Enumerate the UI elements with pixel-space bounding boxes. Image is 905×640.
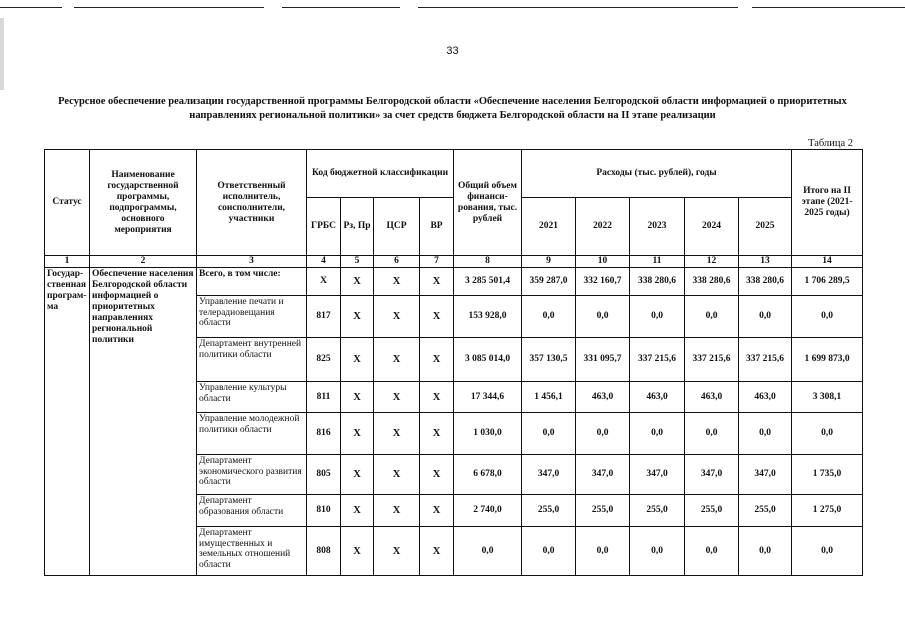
vr-cell: X [420,455,454,495]
stage-cell: 1 735,0 [792,455,863,495]
csr-cell: X [374,296,420,338]
responsible-cell: Управление печати и телерадиовещания области [197,296,307,338]
y2024-cell: 338 280,6 [685,268,739,296]
y2025-cell: 0,0 [739,413,792,455]
column-number-row [45,256,863,268]
column-number: 2 [90,256,197,268]
header-name: Наименование государственной программы, подпрограммы, основного мероприятия [90,150,197,256]
header-rzpr: Рз, Пр [341,198,374,256]
y2024-cell: 0,0 [685,527,739,576]
y2024-cell: 463,0 [685,382,739,413]
stage-cell: 0,0 [792,296,863,338]
y2021-cell: 357 130,5 [522,338,576,382]
y2024-cell: 255,0 [685,495,739,527]
grbs-cell: 808 [307,527,341,576]
total-cell: 3 085 014,0 [454,338,522,382]
header-grbs: ГРБС [307,198,341,256]
status-cell: Государ-ственная програм-ма [45,268,90,576]
header-year: 2025 [739,198,792,256]
total-cell: 0,0 [454,527,522,576]
y2025-cell: 338 280,6 [739,268,792,296]
rzpr-cell: X [341,413,374,455]
y2021-cell: 0,0 [522,413,576,455]
y2021-cell: 0,0 [522,527,576,576]
document-title: Ресурсное обеспечение реализации государственной программы Белгородской области «Обеспечение населения Белгородской области информацией о приоритетных направлениях региональной политики» за счет средств бюджета Белгородской области на II этапе реализации [58,96,847,121]
y2022-cell: 332 160,7 [576,268,630,296]
stage-cell: 3 308,1 [792,382,863,413]
y2021-cell: 1 456,1 [522,382,576,413]
vr-cell: X [420,338,454,382]
header-total: Общий объем финанси-рования, тыс. рублей [454,150,522,256]
y2023-cell: 463,0 [630,382,685,413]
y2022-cell: 255,0 [576,495,630,527]
y2025-cell: 347,0 [739,455,792,495]
page-number: 33 [446,45,459,57]
scan-top-rule [752,7,905,8]
responsible-cell: Управление молодежной политики области [197,413,307,455]
column-number: 10 [576,256,630,268]
grbs-cell: 810 [307,495,341,527]
column-number: 7 [420,256,454,268]
column-number: 3 [197,256,307,268]
y2025-cell: 337 215,6 [739,338,792,382]
csr-cell: X [374,382,420,413]
vr-cell: X [420,527,454,576]
header-csr: ЦСР [374,198,420,256]
responsible-cell: Управление культуры области [197,382,307,413]
y2023-cell: 255,0 [630,495,685,527]
vr-cell: X [420,495,454,527]
vr-cell: X [420,268,454,296]
y2025-cell: 255,0 [739,495,792,527]
rzpr-cell: X [341,527,374,576]
y2023-cell: 0,0 [630,296,685,338]
csr-cell: X [374,455,420,495]
y2022-cell: 347,0 [576,455,630,495]
scan-top-rule [282,7,400,8]
table-label: Таблица 2 [808,138,853,149]
responsible-cell: Департамент образования области [197,495,307,527]
y2024-cell: 347,0 [685,455,739,495]
y2022-cell: 0,0 [576,413,630,455]
column-number: 14 [792,256,863,268]
total-cell: 17 344,6 [454,382,522,413]
grbs-cell: 805 [307,455,341,495]
csr-cell: X [374,495,420,527]
column-number: 13 [739,256,792,268]
column-number: 6 [374,256,420,268]
grbs-cell: 816 [307,413,341,455]
total-cell: 6 678,0 [454,455,522,495]
rzpr-cell: X [341,455,374,495]
y2022-cell: 0,0 [576,527,630,576]
header-expenses: Расходы (тыс. рублей), годы [522,150,792,198]
header-year: 2024 [685,198,739,256]
rzpr-cell: X [341,296,374,338]
total-cell: 1 030,0 [454,413,522,455]
stage-cell: 1 699 873,0 [792,338,863,382]
y2021-cell: 255,0 [522,495,576,527]
y2023-cell: 0,0 [630,527,685,576]
resource-table [44,149,863,576]
y2021-cell: 0,0 [522,296,576,338]
y2025-cell: 463,0 [739,382,792,413]
y2022-cell: 463,0 [576,382,630,413]
y2021-cell: 347,0 [522,455,576,495]
rzpr-cell: X [341,495,374,527]
column-number: 8 [454,256,522,268]
grbs-cell: 825 [307,338,341,382]
y2024-cell: 0,0 [685,413,739,455]
column-number: 5 [341,256,374,268]
csr-cell: X [374,338,420,382]
csr-cell: X [374,268,420,296]
rzpr-cell: X [341,382,374,413]
y2024-cell: 0,0 [685,296,739,338]
program-name-cell: Обеспечение населения Белгородской области информацией о приоритетных направлениях региональной политики [90,268,197,576]
header-year: 2021 [522,198,576,256]
column-number: 4 [307,256,341,268]
header-responsible: Ответственный исполнитель, соисполнители, участники [197,150,307,256]
scan-top-rule [418,7,738,8]
header-vr: ВР [420,198,454,256]
y2022-cell: 0,0 [576,296,630,338]
scan-top-rule [0,7,62,8]
vr-cell: X [420,296,454,338]
responsible-cell: Департамент экономического развития области [197,455,307,495]
header-status: Статус [45,150,90,256]
y2023-cell: 347,0 [630,455,685,495]
responsible-cell: Всего, в том числе: [197,268,307,296]
header-year: 2023 [630,198,685,256]
grbs-cell: X [307,268,341,296]
column-number: 11 [630,256,685,268]
column-number: 9 [522,256,576,268]
y2023-cell: 338 280,6 [630,268,685,296]
vr-cell: X [420,382,454,413]
y2023-cell: 337 215,6 [630,338,685,382]
rzpr-cell: X [341,338,374,382]
csr-cell: X [374,413,420,455]
csr-cell: X [374,527,420,576]
vr-cell: X [420,413,454,455]
stage-cell: 1 275,0 [792,495,863,527]
total-cell: 3 285 501,4 [454,268,522,296]
header-year: 2022 [576,198,630,256]
column-number: 1 [45,256,90,268]
y2023-cell: 0,0 [630,413,685,455]
rzpr-cell: X [341,268,374,296]
grbs-cell: 811 [307,382,341,413]
y2025-cell: 0,0 [739,296,792,338]
y2025-cell: 0,0 [739,527,792,576]
responsible-cell: Департамент имущественных и земельных отношений области [197,527,307,576]
header-budget-code: Код бюджетной классификации [307,150,454,198]
responsible-cell: Департамент внутренней политики области [197,338,307,382]
stage-cell: 0,0 [792,527,863,576]
y2021-cell: 359 287,0 [522,268,576,296]
y2022-cell: 331 095,7 [576,338,630,382]
stage-cell: 1 706 289,5 [792,268,863,296]
scan-top-rule [74,7,264,8]
grbs-cell: 817 [307,296,341,338]
table-row [45,268,863,296]
total-cell: 2 740,0 [454,495,522,527]
stage-cell: 0,0 [792,413,863,455]
y2024-cell: 337 215,6 [685,338,739,382]
column-number: 12 [685,256,739,268]
total-cell: 153 928,0 [454,296,522,338]
header-stage-total: Итого на II этапе (2021-2025 годы) [792,150,863,256]
